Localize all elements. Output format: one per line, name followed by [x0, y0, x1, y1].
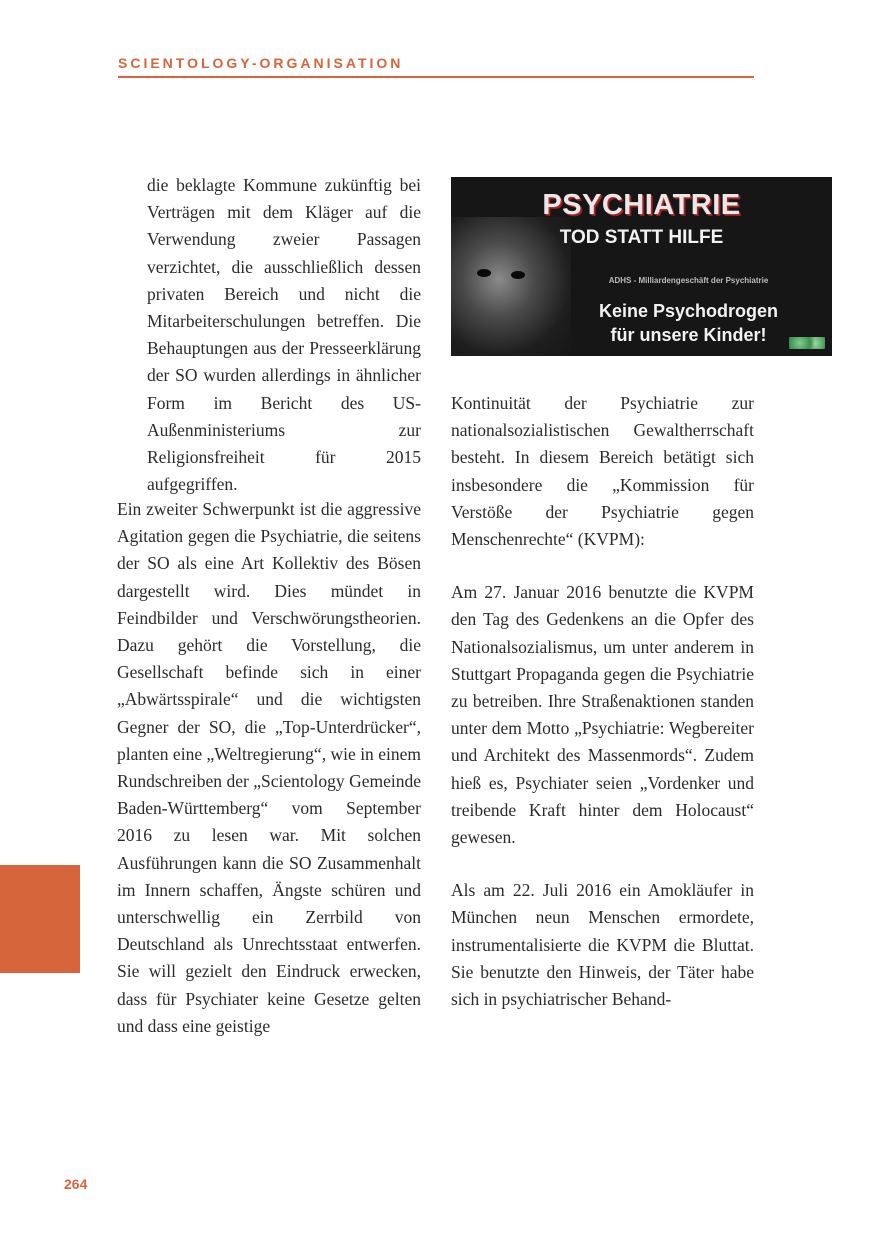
pills-icon — [789, 337, 825, 349]
poster-title: PSYCHIATRIE — [542, 189, 741, 221]
poster-small-text: ADHS - Milliardengeschäft der Psychiatrie — [608, 276, 769, 285]
body-paragraph: Am 27. Januar 2016 benutzte die KVPM den Tag des Gedenkens an die Opfer des Nationalsozialismus, um unter anderem in Stuttgart Propaganda gegen die Psychiatrie zu betreiben. Ihre Straßenaktionen standen unter dem Motto „Psychiatrie: Wegbereiter und Architekt des Massenmords“. Zudem hieß es, Psychiater seien „Vordenker und treibende Kraft hinter dem Holocaust“ gewesen. — [451, 582, 754, 848]
poster-subtitle: TOD STATT HILFE — [559, 227, 724, 248]
poster-image — [451, 177, 832, 356]
chapter-marker-tab — [0, 865, 80, 973]
right-column — [451, 390, 754, 1013]
body-paragraph: Kontinuität der Psychiatrie zur nationalsozialistischen Gewaltherrschaft besteht. In diesem Bereich betätigt sich insbesondere die „Kommission für Verstöße der Psychiatrie gegen Menschenrechte“ (KVPM): — [451, 393, 754, 550]
header-rule — [118, 76, 754, 78]
indented-quote-block — [147, 172, 421, 498]
body-paragraph: Als am 22. Juli 2016 ein Amokläufer in München neun Menschen ermordete, instrumentalisierte die KVPM die Bluttat. Sie benutzte den Hinweis, der Täter habe sich in psychiatrischer Behand- — [451, 880, 754, 1010]
indented-paragraph: die beklagte Kommune zukünftig bei Verträgen mit dem Kläger auf die Verwendung zweier Passagen verzichtet, die ausschließlich dessen privaten Bereich und nicht die Mitarbeiterschulungen betreffen. Die Behauptungen aus der Presseerklärung der SO wurden allerdings in ähnlicher Form im Bericht des US-Außenministeriums zur Religionsfreiheit für 2015 aufgegriffen. — [147, 175, 421, 495]
left-column — [117, 496, 421, 1040]
eye-shape — [511, 271, 525, 279]
body-paragraph: Ein zweiter Schwerpunkt ist die aggressive Agitation gegen die Psychiatrie, die seitens der SO als eine Art Kollektiv des Bösen dargestellt wird. Dies mündet in Feindbilder und Verschwörungstheorien. Dazu gehört die Vorstellung, die Gesellschaft befinde sich in einer „Abwärtsspirale“ und die wichtigsten Gegner der SO, die „Top-Unterdrücker“, planten eine „Weltregierung“, wie in einem Rundschreiben der „Scientology Gemeinde Baden-Württemberg“ vom September 2016 zu lesen war. Mit solchen Ausführungen kann die SO Zusammenhalt im Innern schaffen, Ängste schüren und unterschwellig ein Zerrbild von Deutschland als Unrechtsstaat entwerfen. Sie will gezielt den Eindruck erwecken, dass für Psychiater keine Gesetze gelten und dass eine geistige — [117, 499, 421, 1036]
eye-shape — [477, 269, 491, 277]
poster-slogan-line1: Keine Psychodrogen — [598, 301, 779, 321]
page-number: 264 — [64, 1176, 88, 1192]
running-title: SCIENTOLOGY-ORGANISATION — [118, 55, 404, 71]
poster-slogan-line2: für unsere Kinder! — [610, 325, 767, 345]
